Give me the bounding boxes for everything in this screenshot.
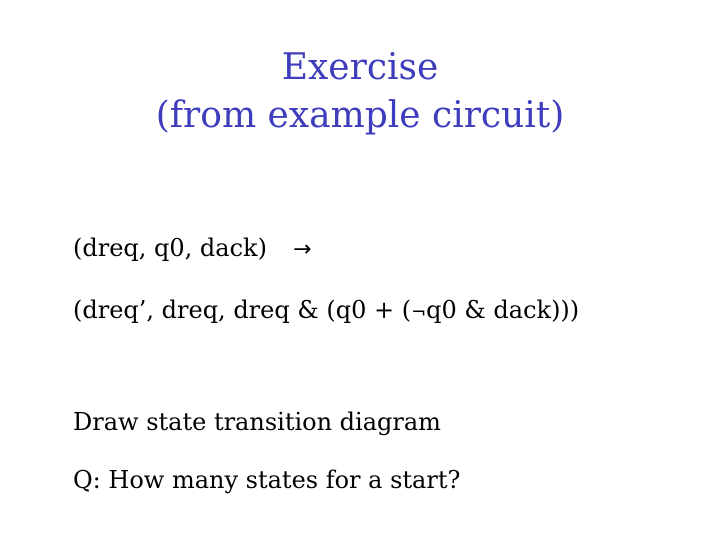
- instruction-text: Draw state transition diagram: [73, 408, 441, 436]
- title-line-2: (from example circuit): [155, 95, 565, 136]
- right-arrow-icon: →: [292, 237, 312, 262]
- transition-rhs-prefix: (dreq’, dreq, dreq & (q0 + (: [73, 296, 412, 324]
- question-text: Q: How many states for a start?: [73, 466, 461, 494]
- transition-rhs-line: [73, 295, 579, 328]
- title-line-1: Exercise: [281, 47, 439, 88]
- transition-lhs-line: [73, 233, 311, 265]
- negation-symbol: ¬: [411, 302, 427, 323]
- slide-title: [0, 44, 720, 140]
- transition-lhs: (dreq, q0, dack): [73, 234, 267, 262]
- transition-rhs-suffix: q0 & dack))): [426, 296, 580, 324]
